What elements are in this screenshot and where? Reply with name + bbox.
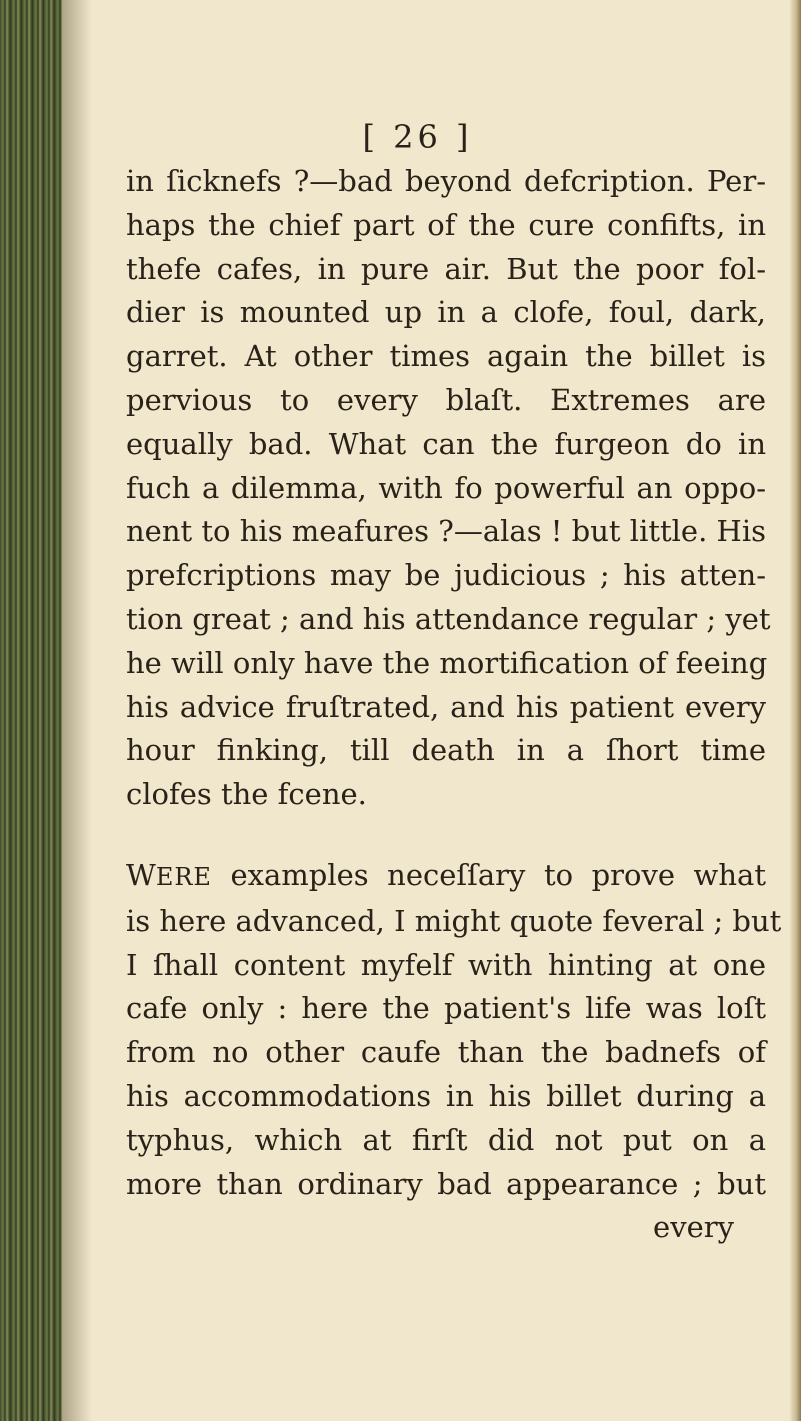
gutter-shadow: [62, 0, 92, 1421]
text-line-rest: examples neceſſary to prove what: [211, 857, 766, 892]
text-line: equally bad. What can the furgeon do in: [126, 426, 766, 461]
text-line: from no other caufe than the badnefs of: [126, 1035, 766, 1070]
text-line: cafe only : here the patient's life was loſt: [126, 991, 766, 1026]
text-line: thefe cafes, in pure air. But the poor fol-: [126, 251, 766, 286]
text-line: typhus, which at firſt did not put on a: [126, 1122, 766, 1157]
catchword: every: [653, 1210, 734, 1245]
text-line: tion great ; and his attendance regular ; yet: [126, 601, 771, 636]
small-caps: ERE: [155, 862, 212, 891]
text-line: fuch a dilemma, with fo powerful an oppo-: [126, 470, 766, 505]
text-line: I ſhall content myfelf with hinting at one: [126, 947, 766, 982]
text-line: garret. At other times again the billet is: [126, 339, 766, 374]
initial-letter: W: [126, 857, 156, 892]
page-text: [126, 160, 782, 1250]
text-line: in ſicknefs ?—bad beyond defcription. Per-: [126, 164, 766, 198]
text-line-first: [126, 854, 766, 900]
text-line: nent to his meafures ?—alas ! but little. His: [126, 514, 766, 549]
text-line: his advice fruſtrated, and his patient every: [126, 689, 766, 724]
text-line: clofes the fcene.: [126, 777, 367, 812]
page-number: [ 26 ]: [362, 118, 473, 156]
text-line: is here advanced, I might quote feveral ; but: [126, 903, 782, 938]
paragraph-2: [126, 854, 782, 1206]
text-line: haps the chief part of the cure confifts, in: [126, 207, 766, 242]
text-line: hour finking, till death in a ſhort time: [126, 733, 766, 768]
paragraph-1: [126, 160, 771, 817]
page-edge: [789, 0, 801, 1421]
text-line: pervious to every blaſt. Extremes are: [126, 382, 766, 417]
text-line: dier is mounted up in a clofe, foul, dark,: [126, 295, 766, 330]
text-line: his accommodations in his billet during a: [126, 1078, 766, 1113]
text-line: more than ordinary bad appearance ; but: [126, 1166, 766, 1201]
book-binding: [0, 0, 62, 1421]
text-line: prefcriptions may be judicious ; his atten-: [126, 558, 766, 593]
text-line: he will only have the mortification of feeing: [126, 645, 768, 680]
